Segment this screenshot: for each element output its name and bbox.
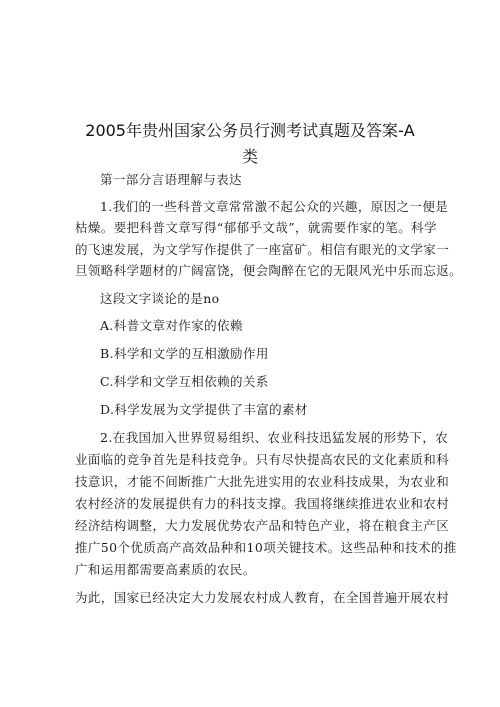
question-2-line: 2.在我国加入世界贸易组织、农业科技迅猛发展的形势下，农 (100, 430, 449, 445)
document-title-line-1: 2005年贵州国家公务员行测考试真题及答案-A (85, 121, 415, 140)
question-2-line: 农村经济的发展提供有力的科技支撑。我国将继续推进农业和农村 (75, 496, 450, 511)
question-2-line: 推广50个优质高产高效品种和10项关键技术。这些品种和技术的推 (75, 540, 457, 555)
question-1-option-a: A.科普文章对作家的依赖 (100, 318, 243, 333)
question-2-line: 业面临的竞争首先是科技竞争。只有尽快提高农民的文化素质和科 (75, 452, 450, 467)
question-2-line: 技意识，才能不间断推广大批先进实用的农业科技成果，为农业和 (75, 474, 450, 489)
section-heading: 第一部分言语理解与表达 (100, 172, 242, 187)
document-title-line-2: 类 (241, 147, 258, 166)
question-2-continuation: 为此，国家已经决定大力发展农村成人教育，在全国普遍开展农村 (75, 590, 450, 605)
question-1-option-b: B.科学和文学的互相激励作用 (100, 346, 269, 361)
question-2-line: 经济结构调整，大力发展优势农产品和特色产业，将在粮食主产区 (75, 518, 450, 533)
question-1-option-c: C.科学和文学互相依赖的关系 (100, 374, 269, 389)
question-1-line: 的飞速发展，为文学写作提供了一座富矿。相信有眼光的文学家一 (75, 242, 450, 257)
question-1-prompt: 这段文字谈论的是no (100, 291, 220, 306)
question-2-line: 广和运用都需要高素质的农民。 (75, 562, 256, 577)
question-1-line: 1.我们的一些科普文章常常激不起公众的兴趣，原因之一便是 (100, 199, 449, 214)
question-1-line: 旦领略科学题材的广阔富饶，便会陶醉在它的无限风光中乐而忘返。 (75, 263, 463, 278)
question-1-option-d: D.科学发展为文学提供了丰富的素材 (100, 402, 308, 417)
question-1-line: 枯燥。要把科普文章写得“郁郁乎文哉”，就需要作家的笔。科学 (75, 220, 437, 235)
